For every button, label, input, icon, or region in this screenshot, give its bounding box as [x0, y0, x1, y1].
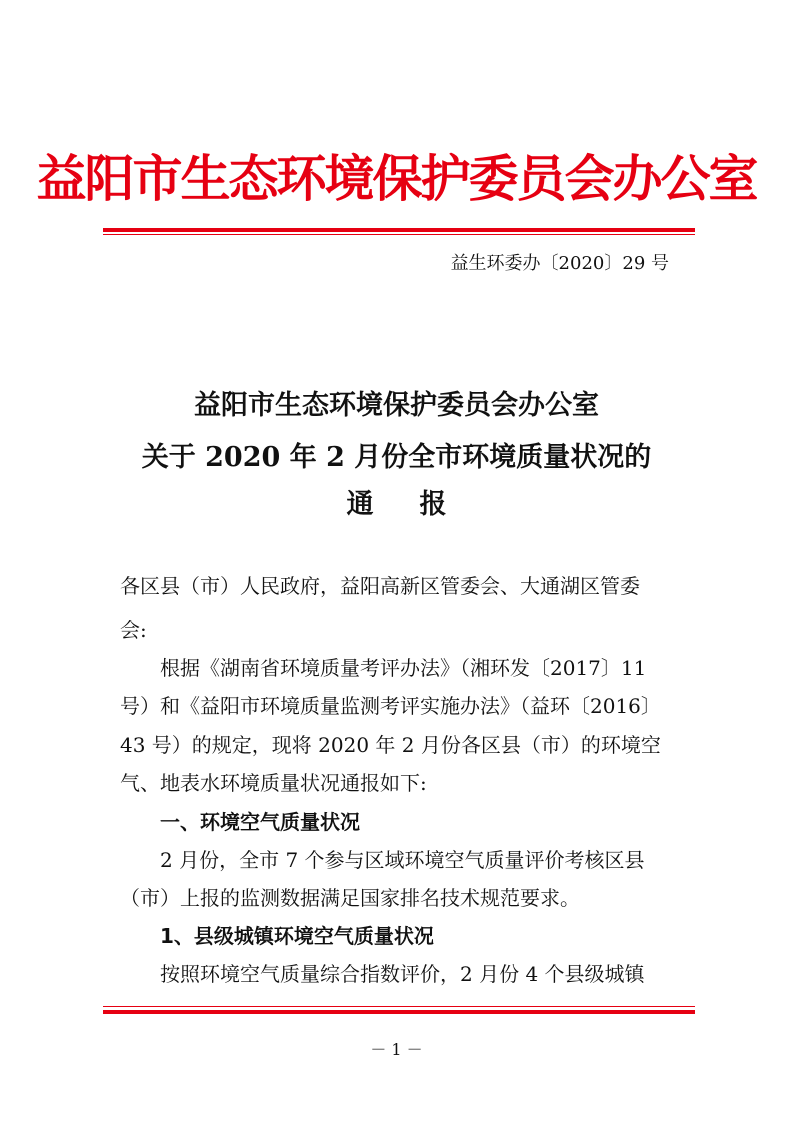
title-line-2: 关于 2020 年 2 月份全市环境质量状况的	[141, 442, 652, 473]
body-line-8: 2 月份，全市 7 个参与区域环境空气质量评价考核区县	[160, 848, 645, 872]
red-rule-top-thick	[103, 228, 695, 232]
subsection-heading-1: 1、县级城镇环境空气质量状况	[160, 924, 434, 948]
red-rule-bottom-thick	[103, 1010, 695, 1014]
body-line-6: 气、地表水环境质量状况通报如下:	[120, 771, 427, 795]
red-rule-bottom-thin	[103, 1006, 695, 1007]
body-line-5: 43 号）的规定，现将 2020 年 2 月份各区县（市）的环境空	[120, 733, 661, 757]
document-number: 益生环委办〔2020〕29 号	[450, 253, 669, 274]
title-line-3: 通报	[346, 489, 493, 520]
page-number: － 1 －	[370, 1040, 423, 1059]
body-line-9: （市）上报的监测数据满足国家排名技术规范要求。	[120, 886, 580, 910]
title-line-1: 益阳市生态环境保护委员会办公室	[194, 390, 599, 421]
red-header-org-name: 益阳市生态环境保护委员会办公室	[36, 150, 757, 208]
section-heading-1: 一、环境空气质量状况	[160, 810, 360, 834]
body-line-1: 各区县（市）人民政府，益阳高新区管委会、大通湖区管委	[120, 574, 640, 598]
body-line-4: 号）和《益阳市环境质量监测考评实施办法》（益环〔2016〕	[120, 694, 661, 718]
body-line-2: 会:	[120, 618, 147, 642]
red-rule-top-thin	[103, 234, 695, 235]
body-line-11: 按照环境空气质量综合指数评价，2 月份 4 个县级城镇	[160, 962, 645, 986]
body-line-3: 根据《湖南省环境质量考评办法》（湘环发〔2017〕11	[160, 656, 647, 680]
